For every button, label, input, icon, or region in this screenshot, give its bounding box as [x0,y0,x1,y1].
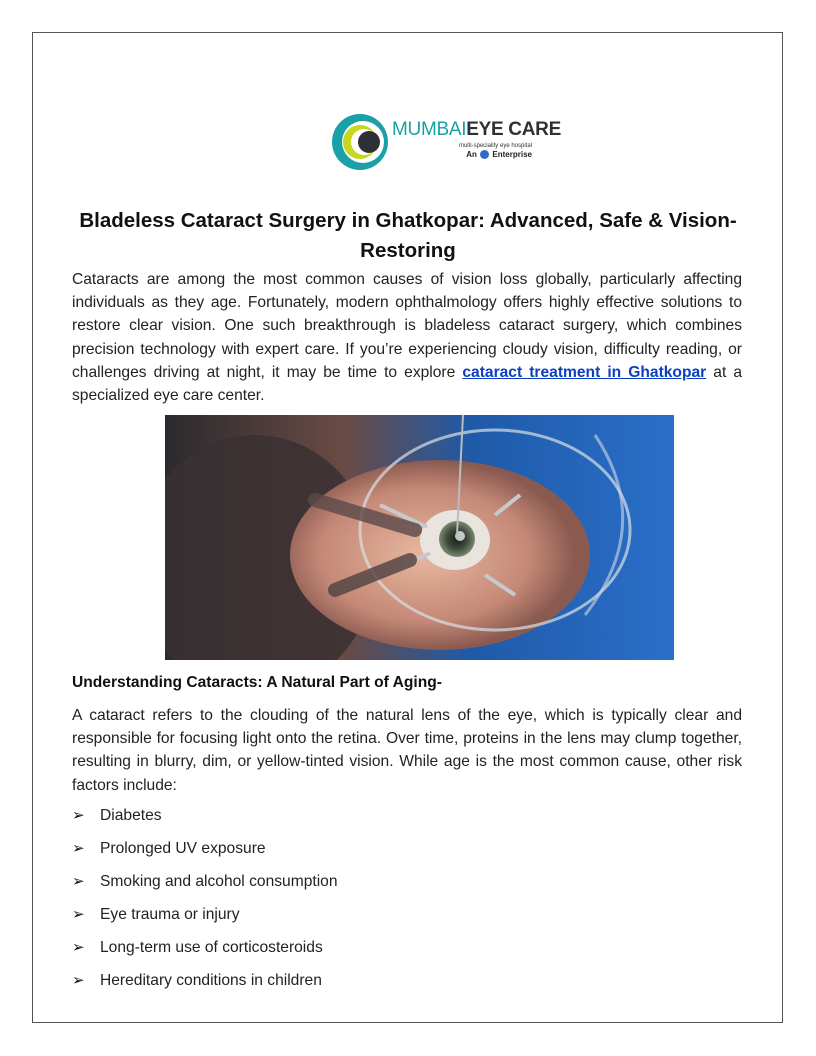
logo-brand-eye-care: EYE CARE [466,119,561,140]
section-heading: Understanding Cataracts: A Natural Part of Aging- [72,674,442,691]
list-item [72,905,338,938]
arrow-bullet-icon: ➢ [72,906,85,923]
mumbai-eye-care-logo [330,111,561,173]
list-item-text: Eye trauma or injury [100,906,240,923]
arrow-bullet-icon: ➢ [72,972,85,989]
list-item-text: Prolonged UV exposure [100,840,266,857]
list-item [72,806,338,839]
list-item-text: Hereditary conditions in children [100,972,322,989]
arrow-bullet-icon: ➢ [72,840,85,857]
logo-enterprise [392,150,532,159]
list-item-text: Smoking and alcohol consumption [100,873,338,890]
section-paragraph: A cataract refers to the clouding of the natural lens of the eye, which is typically clear and responsible for focusing light onto the retina. Over time, proteins in the lens may clump together, resulting in blurry, dim, or yellow-tinted vision. While age is the most common cause, other risk factors include: [72,707,742,794]
arrow-bullet-icon: ➢ [72,939,85,956]
list-item-text: Long-term use of corticosteroids [100,939,323,956]
cataract-surgery-photo [165,415,674,660]
arrow-bullet-icon: ➢ [72,807,85,824]
list-item [72,839,338,872]
arrow-bullet-icon: ➢ [72,873,85,890]
risk-factor-list [72,806,338,1004]
list-item [72,971,338,1004]
intro-text-after-link: at a specialized eye care center. [72,363,743,405]
logo-eye-icon [330,111,392,173]
intro-paragraph [72,268,742,407]
logo-brand-mumbai: MUMBAI [392,119,467,140]
list-item-text: Diabetes [100,807,162,824]
page-title: Bladeless Cataract Surgery in Ghatkopar: Advanced, Safe & Vision-Restoring [79,208,737,262]
list-item [72,872,338,905]
enterprise-badge-icon [480,150,489,159]
cataract-treatment-link[interactable]: cataract treatment in Ghatkopar [462,363,707,381]
logo-tagline: multi-speciality eye hospital [458,143,532,149]
logo-enterprise-suffix: Enterprise [492,150,532,159]
intro-text-before-link: Cataracts are among the most common causes of vision loss globally, particularly affecting individuals as they age. Fortunately, modern ophthalmology offers highly effective solutions to restore clear vision. One such breakthrough is bladeless cataract surgery, which combines precision technology with expert care. If you’re experiencing cloudy vision, difficulty reading, or challenges driving at night, it may be time to explore [72,271,742,381]
list-item [72,938,338,971]
logo-enterprise-prefix: An [466,150,477,159]
